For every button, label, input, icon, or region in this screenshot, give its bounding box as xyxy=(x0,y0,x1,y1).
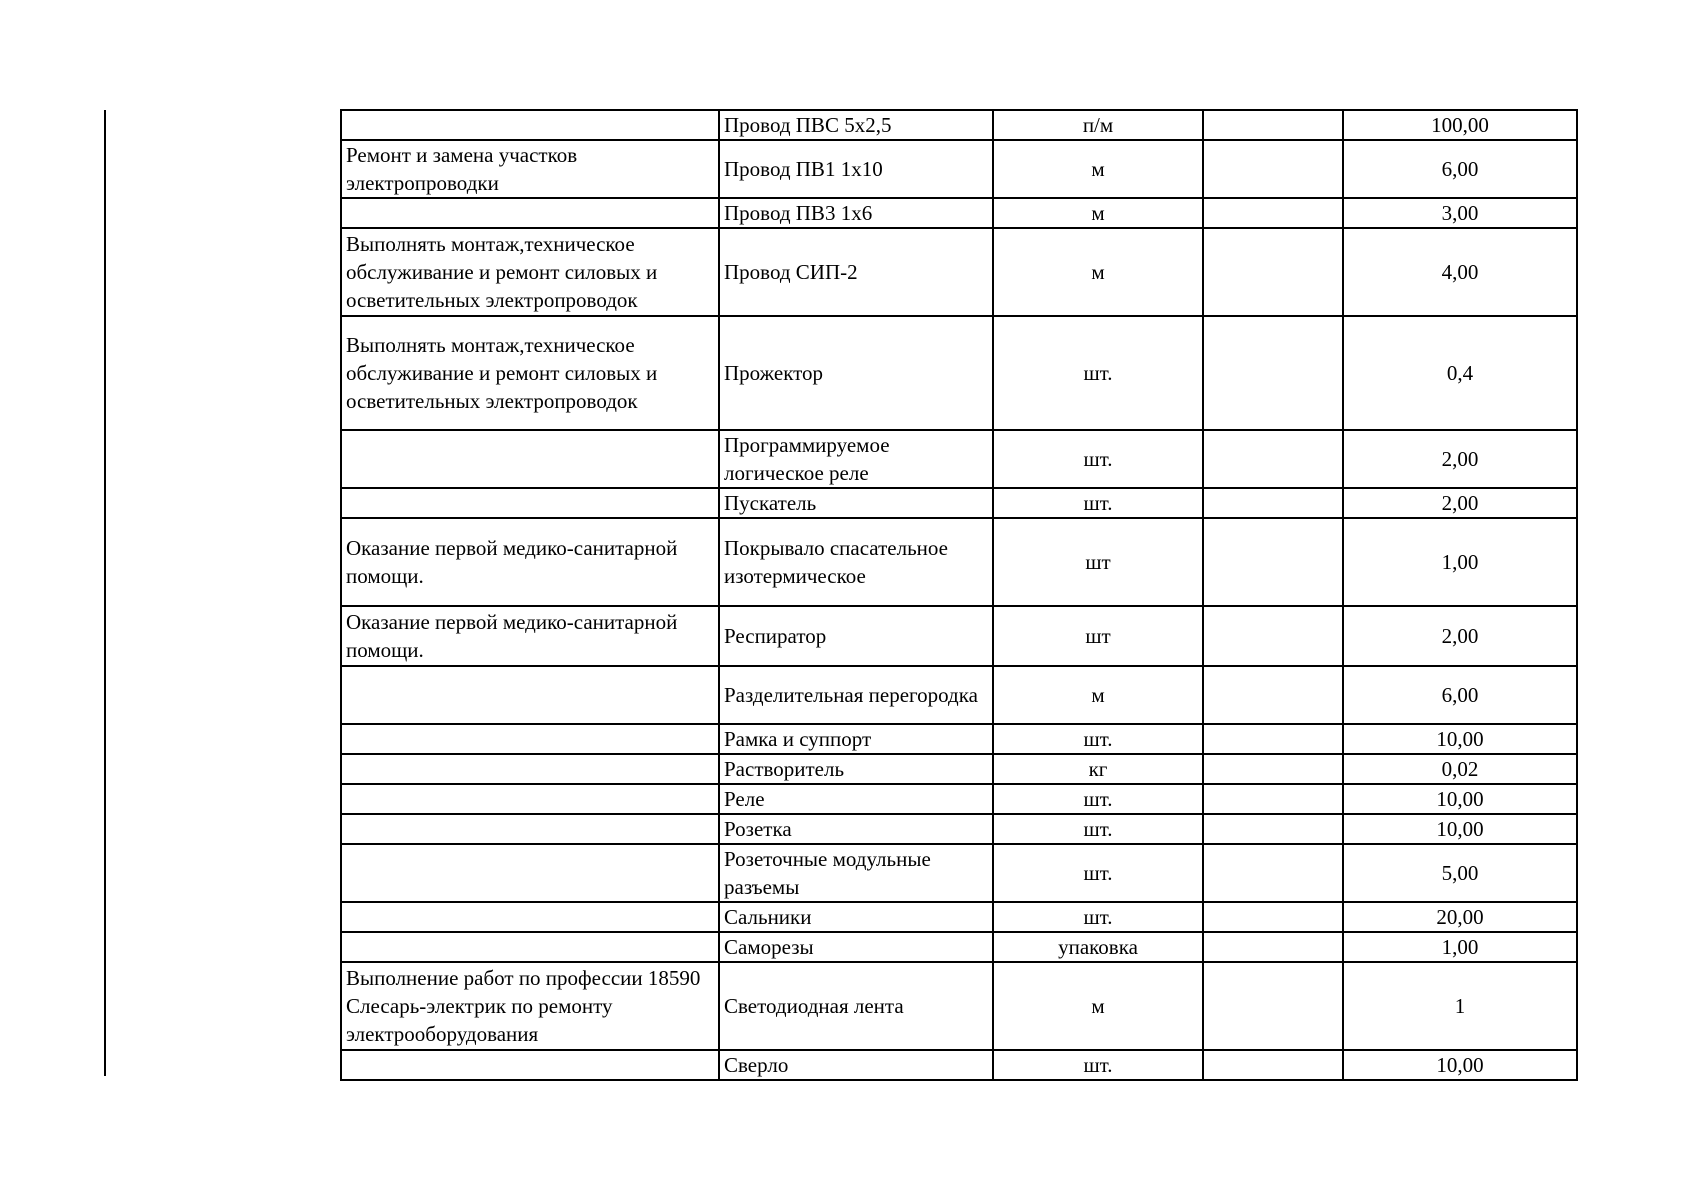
activity-cell xyxy=(341,666,719,724)
activity-cell xyxy=(341,814,719,844)
table-row xyxy=(341,518,1577,606)
material-cell: Пускатель xyxy=(719,488,993,518)
quantity-cell: 10,00 xyxy=(1343,784,1577,814)
blank-cell xyxy=(1203,962,1343,1050)
quantity-cell: 10,00 xyxy=(1343,814,1577,844)
activity-cell: Ремонт и замена участков электропроводки xyxy=(341,140,719,198)
unit-cell: шт. xyxy=(993,902,1203,932)
unit-cell: шт. xyxy=(993,784,1203,814)
table-row xyxy=(341,110,1577,140)
quantity-cell: 1 xyxy=(1343,962,1577,1050)
table-row xyxy=(341,666,1577,724)
unit-cell: шт. xyxy=(993,844,1203,902)
material-cell: Рамка и суппорт xyxy=(719,724,993,754)
quantity-cell: 20,00 xyxy=(1343,902,1577,932)
table-row xyxy=(341,430,1577,488)
unit-cell: шт. xyxy=(993,430,1203,488)
blank-cell xyxy=(1203,606,1343,666)
activity-cell xyxy=(341,110,719,140)
quantity-cell: 0,02 xyxy=(1343,754,1577,784)
quantity-cell: 100,00 xyxy=(1343,110,1577,140)
table-row xyxy=(341,198,1577,228)
activity-cell: Выполнять монтаж,техническое обслуживание и ремонт силовых и осветительных электропроводок xyxy=(341,316,719,430)
activity-cell xyxy=(341,754,719,784)
table-row xyxy=(341,932,1577,962)
unit-cell: шт. xyxy=(993,724,1203,754)
blank-cell xyxy=(1203,198,1343,228)
material-cell: Разделительная перегородка xyxy=(719,666,993,724)
material-cell: Респиратор xyxy=(719,606,993,666)
unit-cell: шт. xyxy=(993,316,1203,430)
quantity-cell: 4,00 xyxy=(1343,228,1577,316)
table-row xyxy=(341,140,1577,198)
quantity-cell: 2,00 xyxy=(1343,488,1577,518)
quantity-cell: 10,00 xyxy=(1343,1050,1577,1080)
blank-cell xyxy=(1203,140,1343,198)
material-cell: Реле xyxy=(719,784,993,814)
blank-cell xyxy=(1203,724,1343,754)
unit-cell: п/м xyxy=(993,110,1203,140)
material-cell: Провод СИП-2 xyxy=(719,228,993,316)
activity-cell xyxy=(341,844,719,902)
quantity-cell: 6,00 xyxy=(1343,140,1577,198)
table-row xyxy=(341,488,1577,518)
activity-cell xyxy=(341,430,719,488)
material-cell: Сверло xyxy=(719,1050,993,1080)
quantity-cell: 0,4 xyxy=(1343,316,1577,430)
quantity-cell: 1,00 xyxy=(1343,932,1577,962)
table-row xyxy=(341,754,1577,784)
activity-cell xyxy=(341,932,719,962)
activity-cell: Оказание первой медико-санитарной помощи. xyxy=(341,606,719,666)
activity-cell: Оказание первой медико-санитарной помощи. xyxy=(341,518,719,606)
blank-cell xyxy=(1203,902,1343,932)
table-row xyxy=(341,228,1577,316)
blank-cell xyxy=(1203,784,1343,814)
blank-cell xyxy=(1203,1050,1343,1080)
table-row xyxy=(341,1050,1577,1080)
table-row xyxy=(341,844,1577,902)
material-cell: Растворитель xyxy=(719,754,993,784)
table-row xyxy=(341,724,1577,754)
table-row xyxy=(341,784,1577,814)
table-row xyxy=(341,962,1577,1050)
table-row xyxy=(341,316,1577,430)
material-cell: Покрывало спасательное изотермическое xyxy=(719,518,993,606)
unit-cell: кг xyxy=(993,754,1203,784)
quantity-cell: 10,00 xyxy=(1343,724,1577,754)
material-cell: Розеточные модульные разъемы xyxy=(719,844,993,902)
material-cell: Розетка xyxy=(719,814,993,844)
quantity-cell: 5,00 xyxy=(1343,844,1577,902)
unit-cell: шт. xyxy=(993,488,1203,518)
blank-cell xyxy=(1203,518,1343,606)
unit-cell: шт xyxy=(993,606,1203,666)
material-cell: Программируемое логическое реле xyxy=(719,430,993,488)
activity-cell xyxy=(341,902,719,932)
material-cell: Сальники xyxy=(719,902,993,932)
unit-cell: шт. xyxy=(993,1050,1203,1080)
left-margin-rule xyxy=(104,110,106,1076)
quantity-cell: 3,00 xyxy=(1343,198,1577,228)
quantity-cell: 1,00 xyxy=(1343,518,1577,606)
unit-cell: упаковка xyxy=(993,932,1203,962)
material-cell: Провод ПВ1 1х10 xyxy=(719,140,993,198)
quantity-cell: 2,00 xyxy=(1343,606,1577,666)
blank-cell xyxy=(1203,932,1343,962)
activity-cell xyxy=(341,724,719,754)
activity-cell xyxy=(341,198,719,228)
blank-cell xyxy=(1203,316,1343,430)
unit-cell: м xyxy=(993,140,1203,198)
activity-cell xyxy=(341,488,719,518)
material-cell: Прожектор xyxy=(719,316,993,430)
material-cell: Провод ПВ3 1х6 xyxy=(719,198,993,228)
activity-cell xyxy=(341,1050,719,1080)
blank-cell xyxy=(1203,754,1343,784)
material-cell: Провод ПВС 5х2,5 xyxy=(719,110,993,140)
quantity-cell: 2,00 xyxy=(1343,430,1577,488)
unit-cell: м xyxy=(993,666,1203,724)
unit-cell: м xyxy=(993,228,1203,316)
unit-cell: м xyxy=(993,198,1203,228)
quantity-cell: 6,00 xyxy=(1343,666,1577,724)
table-row xyxy=(341,902,1577,932)
blank-cell xyxy=(1203,110,1343,140)
material-cell: Светодиодная лента xyxy=(719,962,993,1050)
activity-cell: Выполнение работ по профессии 18590 Слесарь-электрик по ремонту электрооборудования xyxy=(341,962,719,1050)
material-cell: Саморезы xyxy=(719,932,993,962)
unit-cell: м xyxy=(993,962,1203,1050)
blank-cell xyxy=(1203,488,1343,518)
table-row xyxy=(341,814,1577,844)
blank-cell xyxy=(1203,666,1343,724)
blank-cell xyxy=(1203,430,1343,488)
materials-table xyxy=(340,109,1578,1081)
blank-cell xyxy=(1203,844,1343,902)
activity-cell xyxy=(341,784,719,814)
blank-cell xyxy=(1203,814,1343,844)
blank-cell xyxy=(1203,228,1343,316)
table-row xyxy=(341,606,1577,666)
unit-cell: шт xyxy=(993,518,1203,606)
unit-cell: шт. xyxy=(993,814,1203,844)
activity-cell: Выполнять монтаж,техническое обслуживание и ремонт силовых и осветительных электропроводок xyxy=(341,228,719,316)
